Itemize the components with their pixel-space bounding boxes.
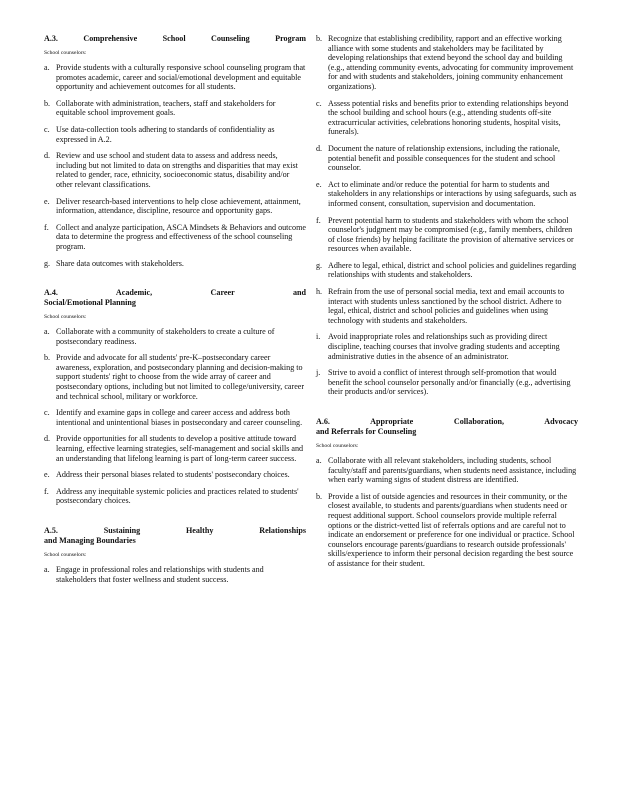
list-item <box>316 492 578 569</box>
list-item-label: j. <box>316 368 321 378</box>
section-subtitle: School counselors: <box>316 443 359 449</box>
list-item <box>44 487 306 506</box>
section-title-line: and Referrals for Counseling <box>316 427 417 436</box>
list-item-label: i. <box>316 332 321 342</box>
list-item-label: f. <box>316 215 321 225</box>
list-item-text: Adhere to legal, ethical, district and school policies and guidelines regarding relationships with students and stakeholders. <box>328 260 577 280</box>
list-item <box>316 368 578 397</box>
section-title <box>44 34 306 44</box>
list-item-text: Identify and examine gaps in college and career access and address both intentional and unintentional biases in postsecondary and career counseling. <box>56 408 303 427</box>
list-item <box>44 125 306 144</box>
section-title-line: A.6. Appropriate Collaboration, Advocacy <box>316 417 578 426</box>
section-title <box>44 526 306 546</box>
list-item-text: Document the nature of relationship extensions, including the rationale, potential benefit and possible consequences for the student and school counselor. <box>328 143 560 173</box>
list-item-text: Act to eliminate and/or reduce the potential for harm to students and stakeholders in any relationships or interactions by using safeguards, such as informed consent, consultation, supervision and documentation. <box>328 179 577 208</box>
section <box>44 526 306 584</box>
list-item <box>44 197 306 216</box>
list-item <box>44 327 306 346</box>
left-column <box>44 34 306 591</box>
section-title-line: A.5. Sustaining Healthy Relationships <box>44 526 306 535</box>
list-item-label: c. <box>44 124 50 134</box>
list-item-text: Address any inequitable systemic policies and practices related to students' postsecondary choices. <box>56 486 299 506</box>
list-item <box>44 434 306 463</box>
list-item-text: Recognize that establishing credibility, rapport and an effective working alliance with some students and stakeholders may be facilitated by developing relationships that extend beyond the school day and building (e.g., attending community events, advocating for community improvement for and with students and stakeholders, joining community enhancement organizations). <box>328 34 574 91</box>
section <box>44 34 306 268</box>
list-item-text: Prevent potential harm to students and stakeholders with whom the school counselor's judgment may be compromised (e.g., family members, children of close friends) by helping facilitate the provision of alternative services or resources when available. <box>328 215 574 254</box>
list-item-label: d. <box>44 434 51 444</box>
list-item-label: e. <box>44 196 50 206</box>
list-item-label: b. <box>44 353 51 363</box>
list-item-text: Provide a list of outside agencies and resources in their community, or the closest available, to students and parents/guardians when students need or request additional support. School counselors provide multiple referral options or the district-vetted list of referrals options and are careful not to indicate an endorsement or preference for one individual or practice. School counselors encourage parents/guardians to research outside professionals' skills/experience to inform their personal decision regarding the best source of assistance for their student. <box>328 491 575 568</box>
list-item-text: Assess potential risks and benefits prior to extending relationships beyond the school building and school hours (e.g., attending students off-site extracurricular activities, celebrations honoring students, hospital visits, funerals). <box>328 98 569 137</box>
list-item-text: Review and use school and student data to assess and address needs, including but not limited to data on strengths and disparities that may exist related to gender, race, ethnicity, socioeconomic status, disability and/or other relevant classifications. <box>56 151 298 189</box>
list-item <box>316 180 578 209</box>
list-item-text: Avoid inappropriate roles and relationships such as providing direct discipline, teaching courses that involve grading students and accepting administrative duties in the absence of an administrator. <box>328 332 560 361</box>
list-item <box>44 353 306 401</box>
list-item <box>44 99 306 118</box>
list-item-text: Deliver research-based interventions to help close achievement, attainment, information, attendance, discipline, resource and opportunity gaps. <box>56 196 301 216</box>
list-item-label: f. <box>44 486 49 496</box>
list-item-label: a. <box>316 456 322 465</box>
list-item-text: Provide students with a culturally responsive school counseling program that promotes academic, career and social/emotional development and equitable opportunity and achievement outcomes for all students. <box>56 63 306 92</box>
list-item <box>316 261 578 280</box>
list-item-label: c. <box>316 98 322 108</box>
list-item-label: g. <box>44 258 51 268</box>
list-item <box>44 151 306 189</box>
list-item-text: Provide opportunities for all students to develop a positive attitude toward learning, effective learning strategies, self-management and social skills and an understanding that lifelong learning is part of long-term career success. <box>56 434 304 463</box>
list-item-label: f. <box>44 222 49 232</box>
list-item-label: d. <box>44 151 51 161</box>
list-item-text: Collaborate with all relevant stakeholders, including students, school faculty/staff and parents/guardians, when students need assistance, including when early warning signs of student distress are identified. <box>328 456 577 485</box>
list-item-label: g. <box>316 260 323 270</box>
list-item <box>44 408 306 427</box>
list-item-label: a. <box>44 565 50 574</box>
list-item <box>316 34 578 92</box>
list-item-label: h. <box>316 287 323 297</box>
list-item <box>316 99 578 137</box>
section-title-line: and Managing Boundaries <box>44 536 136 545</box>
section-subtitle: School counselors: <box>44 314 87 321</box>
list-item <box>44 223 306 252</box>
section-title <box>44 288 306 308</box>
list-item-text: Engage in professional roles and relationships with students and stakeholders that foster wellness and student success. <box>56 565 264 584</box>
list-item-text: Share data outcomes with stakeholders. <box>56 258 184 268</box>
list-item <box>44 565 306 584</box>
list-item <box>44 259 306 269</box>
section-subtitle: School counselors: <box>44 552 87 558</box>
list-item-text: Collect and analyze participation, ASCA Mindsets & Behaviors and outcome data to determine the progress and effectiveness of the school counseling program. <box>56 222 306 251</box>
section-title-line: A.3. Comprehensive School Counseling Program <box>44 34 306 43</box>
list-item-text: Provide and advocate for all students' pre-K–postsecondary career awareness, exploration, and postsecondary planning and decision-making to support students' right to choose from the wide array of career and postsecondary options, including but not limited to college/university, career and technical school, military or workforce. <box>56 353 305 401</box>
list-item-label: b. <box>316 34 323 43</box>
list-item-text: Collaborate with administration, teachers, staff and stakeholders for equitable school improvement goals. <box>56 98 276 118</box>
list-item <box>316 332 578 361</box>
list-item-label: e. <box>316 179 322 189</box>
list-item <box>44 63 306 92</box>
list-item <box>316 287 578 325</box>
list-item <box>316 456 578 485</box>
section-title <box>316 417 578 437</box>
list-item-text: Address their personal biases related to students' postsecondary choices. <box>56 470 290 480</box>
list-item <box>316 144 578 173</box>
list-item-text: Use data-collection tools adhering to standards of confidentiality as expressed in A.2. <box>56 124 275 144</box>
list-item-text: Collaborate with a community of stakeholders to create a culture of postsecondary readiness. <box>56 327 275 346</box>
list-item-label: b. <box>44 98 51 108</box>
list-item-label: d. <box>316 143 323 153</box>
list-item-text: Refrain from the use of personal social media, text and email accounts to interact with students unless sanctioned by the school district. Adhere to legal, ethical, district and school policies and guidelines when using technology with students and stakeholders. <box>328 287 565 325</box>
list-item-label: a. <box>44 327 50 337</box>
section <box>316 34 578 397</box>
section-title-line: A.4. Academic, Career and <box>44 288 306 298</box>
list-item-text: Strive to avoid a conflict of interest through self-promotion that would benefit the school counselor personally and/or financially (e.g., advertising their products and/or services). <box>328 368 571 397</box>
list-item-label: a. <box>44 63 50 72</box>
list-item <box>316 216 578 254</box>
section-title-line: Social/Emotional Planning <box>44 298 136 308</box>
list-item-label: e. <box>44 470 50 480</box>
section-subtitle: School counselors: <box>44 50 87 56</box>
right-column <box>316 34 578 576</box>
section <box>44 288 306 506</box>
section <box>316 417 578 569</box>
list-item <box>44 470 306 480</box>
list-item-label: c. <box>44 408 50 418</box>
list-item-label: b. <box>316 491 323 501</box>
